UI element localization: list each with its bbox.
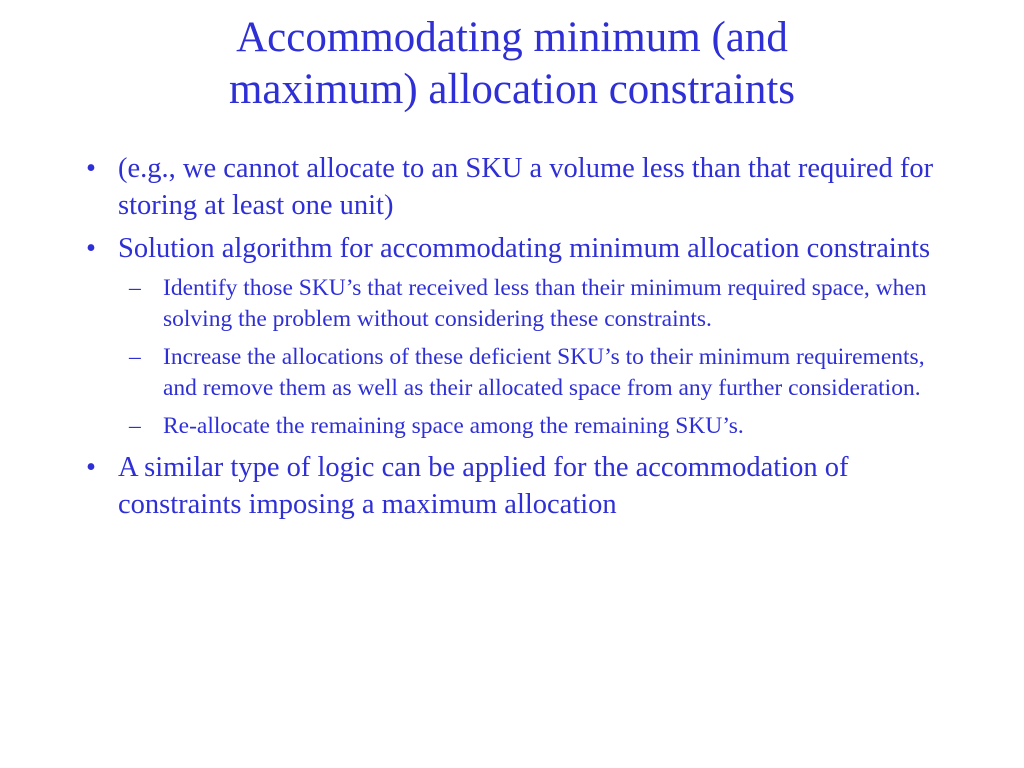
- bullet-text: A similar type of logic can be applied for the accommodation of constraints imposing a maximum allocation: [118, 452, 849, 520]
- bullet-marker: •: [86, 233, 96, 264]
- sub-bullet-list: [72, 273, 952, 442]
- sub-bullet-marker: –: [129, 275, 141, 301]
- bullet-text: Solution algorithm for accommodating minimum allocation constraints: [118, 233, 931, 264]
- sub-bullet-item: [72, 273, 952, 335]
- sub-bullet-text: Increase the allocations of these deficient SKU’s to their minimum requirements, and remove them as well as their allocated space from any further consideration.: [163, 344, 925, 401]
- sub-bullet-item: [72, 411, 952, 442]
- bullet-text: (e.g., we cannot allocate to an SKU a volume less than that required for storing at least one unit): [118, 153, 934, 221]
- sub-bullet-marker: –: [129, 413, 141, 439]
- slide-content: [72, 150, 952, 529]
- bullet-item: [72, 230, 952, 267]
- slide-title: [60, 12, 964, 116]
- sub-bullet-text: Re-allocate the remaining space among the remaining SKU’s.: [163, 413, 744, 439]
- bullet-item: [72, 449, 952, 523]
- sub-bullet-item: [72, 342, 952, 404]
- sub-bullet-marker: –: [129, 344, 141, 370]
- bullet-item: [72, 150, 952, 224]
- bullet-marker: •: [86, 153, 96, 184]
- title-line-1: Accommodating minimum (and: [236, 14, 788, 61]
- sub-bullet-text: Identify those SKU’s that received less than their minimum required space, when solving the problem without considering these constraints.: [163, 275, 927, 332]
- bullet-marker: •: [86, 452, 96, 483]
- title-line-2: maximum) allocation constraints: [228, 66, 796, 113]
